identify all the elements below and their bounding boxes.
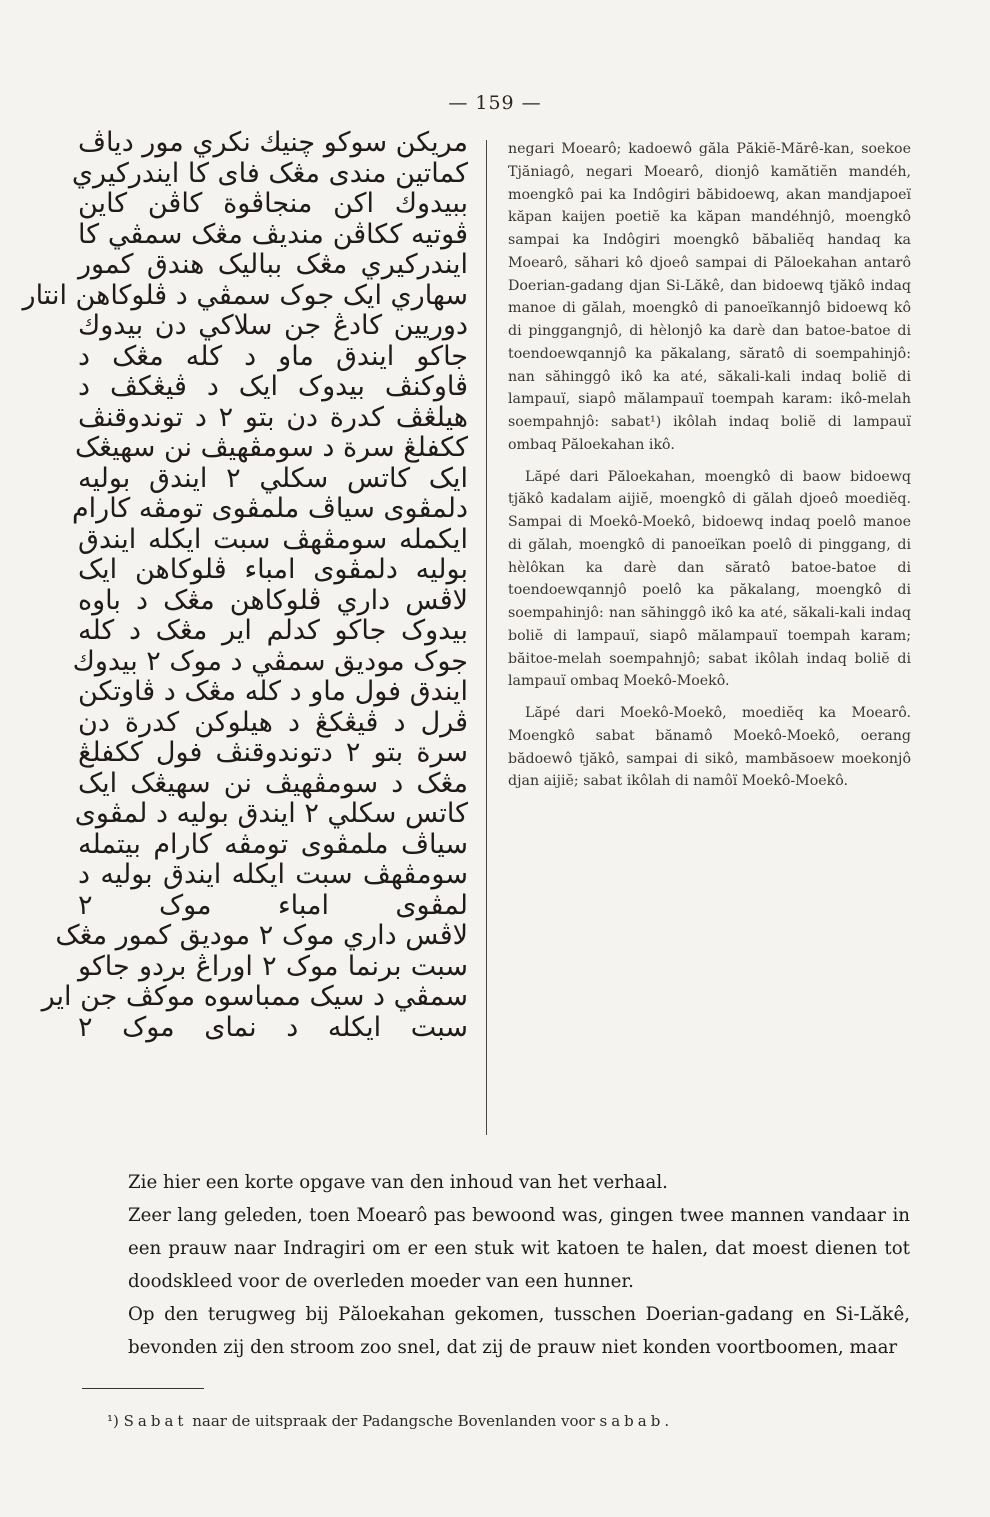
jawi-line: ڤرل د ڤيڠكڠ د هيلوكن كدرة دن bbox=[78, 706, 468, 738]
jawi-line: دلمڤوى سياڤ ملمڤوى تومڤه كارام bbox=[71, 493, 468, 524]
transliteration-paragraph: Lăpé dari Păloekahan, moengkô di baow bidoewq tjăkô kadalam aijiĕ, moengkô di gălah djoeô moediĕq. Sampai di Moekô-Moekô, bidoewq indaq poelô manoe di gălah, moengkô di panoeïkan poelô di pinggang, di hèlôkan ka darè dan săratô batoe-batoe di toendoewqannjô poelô ka păkalang, moengkô di soempahinjô: nan săhinggô ikô ka até, săkali-kali indaq boliĕ di lampauï, siapô mălampauï toempah karam; băitoe-melah soempahnjô; sabat ikôlah indaq boliĕ di lampauï ombaq Moekô-Moekô. bbox=[508, 468, 911, 690]
jawi-line: سياڤ ملمڤوى تومڤه كارام بيتمله bbox=[78, 828, 468, 860]
jawi-line: ايندق فول ماو د كله مڠک د ڤاوتكن bbox=[78, 676, 468, 707]
jawi-line: ايک كاتس سكلي ٢ ايندق بوليه bbox=[78, 462, 468, 494]
jawi-line: هيلڠڤ كدرة دن بتو ٢ د توندوقنڤ bbox=[78, 401, 468, 433]
dutch-paragraph: Zie hier een korte opgave van den inhoud van het verhaal. bbox=[128, 1172, 668, 1193]
footnote-rule bbox=[82, 1388, 204, 1389]
jawi-line: ككفلڠ سرة د سومڤهيڤ نن سهيڠک bbox=[74, 432, 468, 463]
transliteration-paragraph: negari Moearô; kadoewô găla Păkiĕ-Mărê-kan, soekoe Tjăniagô, negari Moearô, dionjô kamătiĕn mandéh, moengkô pai ka Indôgiri băbidoewq, akan mandjapoeï kăpan kaijen poetiĕ ka kăpan mandéhnjô, moengkô sampai ka Indôgiri moengkô băbaliĕq handaq ka Moearô, săhari kô djoeô sampai di Păloekahan antarô Doerian-gadang djan Si-Lăkê, dan bidoewq tjăkô indaq manoe di gălah, moengkô di panoeïkannjô bidoewq kô di pinggangnjô, di hèlonjô ka darè dan batoe-batoe di toendoewqannjô ka păkalang, săratô di soempahinjô: nan săhinggô ikô ka até, săkali-kali indaq boliĕ di lampauï, siapô mălampauï toempah karam: ikô-melah soempahnjô: sabat¹) ikôlah indaq boliĕ di lampauï ombaq Păloekahan ikô. bbox=[508, 141, 911, 453]
jawi-line: مريكن سوكو چنيك نكري مور دياڤ bbox=[77, 127, 468, 158]
jawi-line: ڤاوكنڤ بيدوک ايک د ڤيڠكڤ د bbox=[78, 371, 468, 402]
jawi-line: ببيدوك اكن منجاڤوة كاڤن كاين bbox=[78, 188, 468, 219]
jawi-line: ڤوتيه ككاڤن منديڤ مڠک سمڤي كا bbox=[78, 218, 468, 250]
dutch-paragraph: Op den terugweg bij Păloekahan gekomen, tusschen Doerian-gadang en Si-Lăkê, bevonden zij den stroom zoo snel, dat zij de prauw niet konden voortboomen, maar bbox=[128, 1304, 910, 1358]
jawi-line: سرة بتو ٢ دتوندوقنڤ فول ككفلڠ bbox=[78, 737, 468, 768]
jawi-line: كماتين مندى مڠک فاى كا ايندركيري bbox=[71, 157, 468, 189]
dutch-summary bbox=[128, 1166, 910, 1364]
jawi-line: بوليه دلمڤوى امباء ڤلوكاهن ايک bbox=[78, 554, 468, 585]
footnote-text: naar de uitspraak der Padangsche Bovenlanden voor bbox=[192, 1412, 595, 1430]
jawi-line: لاڤس داري ڤلوكاهن مڠک د باوه bbox=[78, 584, 468, 616]
jawi-line: دوريين كادڠ جن سلاكي دن بيدوك bbox=[78, 310, 468, 341]
jawi-line: سبت برنما موک ٢ اوراڠ بردو جاكو bbox=[78, 950, 468, 982]
malay-transliteration-column bbox=[508, 138, 911, 793]
jawi-line: لمڤوى امباء موک ٢ bbox=[78, 889, 468, 921]
jawi-line: بيدوک جاكو كدلم اير مڠک د كله bbox=[78, 615, 468, 646]
footnote bbox=[107, 1411, 907, 1431]
jawi-line: سهاري ايک جوک سمڤي د ڤلوكاهن انتار bbox=[22, 279, 468, 311]
footnote-term: Sabat bbox=[123, 1412, 188, 1430]
jawi-line: ايكمله سومڤهڤ سبت ايكله ايندق bbox=[78, 523, 468, 555]
footnote-term-2: sabab. bbox=[599, 1412, 674, 1430]
jawi-line: كاتس سكلي ٢ ايندق بوليه د لمڤوى bbox=[74, 798, 468, 829]
jawi-line: مڠک د سومڤهيڤ نن سهيڠک ايک bbox=[78, 767, 468, 799]
jawi-line: لاڤس داري موک ٢ موديق كمور مڠک bbox=[55, 920, 468, 951]
transliteration-paragraph: Lăpé dari Moekô-Moekô, moediĕq ka Moearô. Moengkô sabat bănamô Moekô-Moekô, oerang bădoewô tjăkô, sampai di sikô, mambăsoew moekonjô djan aijiĕ; sabat ikôlah di namôï Moekô-Moekô. bbox=[508, 705, 911, 790]
page-number: — 159 — bbox=[448, 92, 542, 114]
jawi-line: جاكو ايندق ماو د كله مڠک د bbox=[78, 340, 468, 372]
jawi-line: ايندركيري مڠک ببالیک هندق كمور bbox=[78, 249, 468, 280]
jawi-text-column bbox=[22, 127, 468, 1043]
jawi-line: سمڤي د سيک ممباسوه موكڤ جن اير bbox=[41, 981, 468, 1012]
column-divider bbox=[486, 140, 487, 1135]
jawi-line: سومڤهڤ سبت ايكله ايندق بوليه د bbox=[78, 859, 468, 890]
dutch-paragraph: Zeer lang geleden, toen Moearô pas bewoond was, gingen twee mannen vandaar in een prauw naar Indragiri om er een stuk wit katoen te halen, dat moest dienen tot doodskleed voor de overleden moeder van een hunner. bbox=[128, 1205, 910, 1292]
jawi-line: سبت ايكله د نماى موک ٢ bbox=[78, 1011, 468, 1043]
footnote-marker: ¹) bbox=[107, 1412, 119, 1430]
jawi-line: جوک موديق سمڤي د موک ٢ بيدوك bbox=[72, 645, 468, 677]
